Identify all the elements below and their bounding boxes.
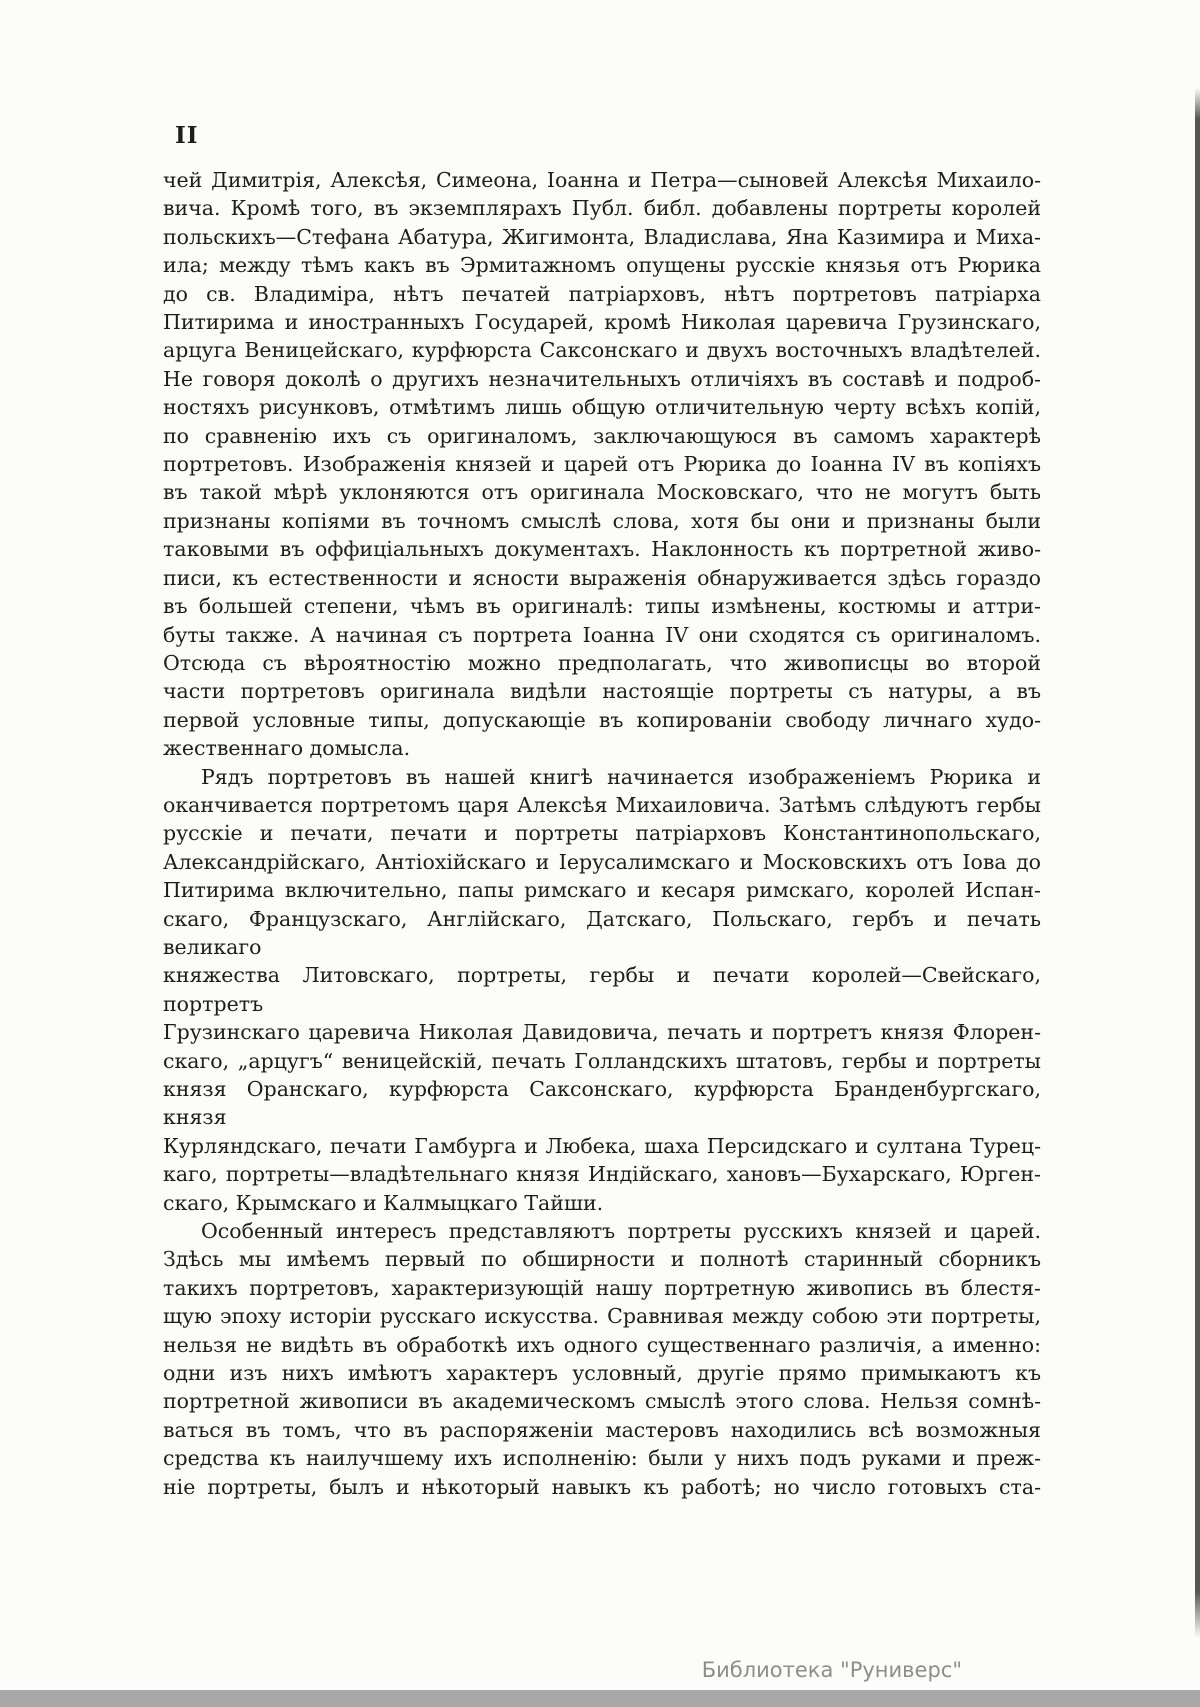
text-line: одни изъ нихъ имѣютъ характеръ условный, другіе прямо примыкаютъ къ [163,1361,1041,1386]
text-line: Курляндскаго, печати Гамбурга и Любека, шаха Персидскаго и султана Турец- [163,1133,1041,1158]
text-line: до св. Владиміра, нѣтъ печатей патріарховъ, нѣтъ портретовъ патріарха [163,281,1041,306]
scan-edge-artifact [1195,88,1200,1638]
body-text [163,166,1041,1501]
text-line: Отсюда съ вѣроятностію можно предполагать, что живописцы во второй [163,650,1041,675]
text-line: оканчивается портретомъ царя Алексѣя Михаиловича. Затѣмъ слѣдуютъ гербы [163,792,1041,817]
text-line: польскихъ—Стефана Абатура, Жигимонта, Владислава, Яна Казимира и Миха- [163,224,1041,249]
text-line: ила; между тѣмъ какъ въ Эрмитажномъ опущены русскіе князья отъ Рюрика [163,253,1041,278]
text-line: Грузинскаго царевича Николая Давидовича, печать и портретъ князя Флорен- [163,1020,1041,1045]
text-line: Здѣсь мы имѣемъ первый по обширности и полнотѣ старинный сборникъ [163,1247,1041,1272]
text-line: Александрійскаго, Антіохійскаго и Іерусалимскаго и Московскихъ отъ Іова до [163,849,1041,874]
text-line: скаго, Крымскаго и Калмыцкаго Тайши. [163,1190,604,1215]
text-line: нельзя не видѣть въ обработкѣ ихъ одного существеннаго различія, а именно: [163,1332,1041,1357]
text-line: признаны копіями въ точномъ смыслѣ слова, хотя бы они и признаны были [163,508,1041,533]
paragraph [163,1217,1041,1501]
text-line: части портретовъ оригинала видѣли настоящіе портреты съ натуры, а въ [163,679,1041,704]
text-line: таковыми въ оффиціальныхъ документахъ. Наклонность къ портретной живо- [163,537,1041,562]
text-line: буты также. А начиная съ портрета Іоанна IV они сходятся съ оригиналомъ. [163,622,1041,647]
text-line: русскіе и печати, печати и портреты патріарховъ Константинопольскаго, [163,821,1041,846]
text-line: скаго, „арцугъ“ веницейскій, печать Голландскихъ штатовъ, гербы и портреты [163,1048,1041,1073]
text-line: Рядъ портретовъ въ нашей книгѣ начинается изображеніемъ Рюрика и [201,764,1041,789]
text-line: каго, портреты—владѣтельнаго князя Индійскаго, хановъ—Бухарскаго, Юрген- [163,1162,1041,1187]
text-line: Питирима и иностранныхъ Государей, кромѣ Николая царевича Грузинскаго, [163,310,1041,335]
text-line: ваться въ томъ, что въ распоряженіи мастеровъ находились всѣ возможныя [163,1417,1041,1442]
text-line: ніе портреты, былъ и нѣкоторый навыкъ къ работѣ; но число готовыхъ ста- [163,1474,1041,1499]
text-line: жественнаго домысла. [163,736,411,761]
text-line: Не говоря доколѣ о другихъ незначительныхъ отличіяхъ въ составѣ и подроб- [163,366,1041,391]
text-line: такихъ портретовъ, характеризующій нашу портретную живопись въ блестя- [163,1275,1041,1300]
text-line: писи, къ естественности и ясности выраженія обнаруживается здѣсь гораздо [163,565,1041,590]
paragraph [163,166,1041,763]
text-line: княжества Литовскаго, портреты, гербы и печати королей—Свейскаго, портретъ [163,963,1041,1016]
text-line: портретовъ. Изображенія князей и царей отъ Рюрика до Іоанна IV въ копіяхъ [163,452,1041,477]
text-line: щую эпоху исторіи русскаго искусства. Сравнивая между собою эти портреты, [163,1304,1041,1329]
text-line: арцуга Веницейскаго, курфюрста Саксонскаго и двухъ восточныхъ владѣтелей. [163,338,1041,363]
text-line: князя Оранскаго, курфюрста Саксонскаго, курфюрста Бранденбургскаго, князя [163,1077,1041,1130]
text-line: средства къ наилучшему ихъ исполненію: были у нихъ подъ руками и преж- [163,1446,1041,1471]
paragraph [163,763,1041,1218]
text-line: Питирима включительно, папы римскаго и кесаря римскаго, королей Испан- [163,878,1041,903]
text-line: первой условные типы, допускающіе въ копированіи свободу личнаго худо- [163,707,1041,732]
text-line: вича. Кромѣ того, въ экземплярахъ Публ. библ. добавлены портреты королей [163,196,1041,221]
text-line: ностяхъ рисунковъ, отмѣтимъ лишь общую отличительную черту всѣхъ копій, [163,395,1041,420]
text-line: скаго, Французскаго, Англійскаго, Датскаго, Польскаго, гербъ и печать великаго [163,906,1041,959]
text-line: Особенный интересъ представляютъ портреты русскихъ князей и царей. [201,1219,1041,1244]
library-watermark: Библиотека "Руниверс" [701,1658,962,1682]
scan-bottom-bar [0,1690,1200,1707]
page-number: II [175,122,199,149]
text-line: по сравненію ихъ съ оригиналомъ, заключающуюся въ самомъ характерѣ [163,423,1041,448]
text-line: чей Димитрія, Алексѣя, Симеона, Іоанна и Петра—сыновей Алексѣя Михаило- [163,168,1041,192]
text-line: въ такой мѣрѣ уклоняются отъ оригинала Московскаго, что не могутъ быть [163,480,1041,505]
text-line: портретной живописи въ академическомъ смыслѣ этого слова. Нельзя сомнѣ- [163,1389,1041,1414]
text-line: въ большей степени, чѣмъ въ оригиналѣ: типы измѣнены, костюмы и аттри- [163,594,1041,619]
